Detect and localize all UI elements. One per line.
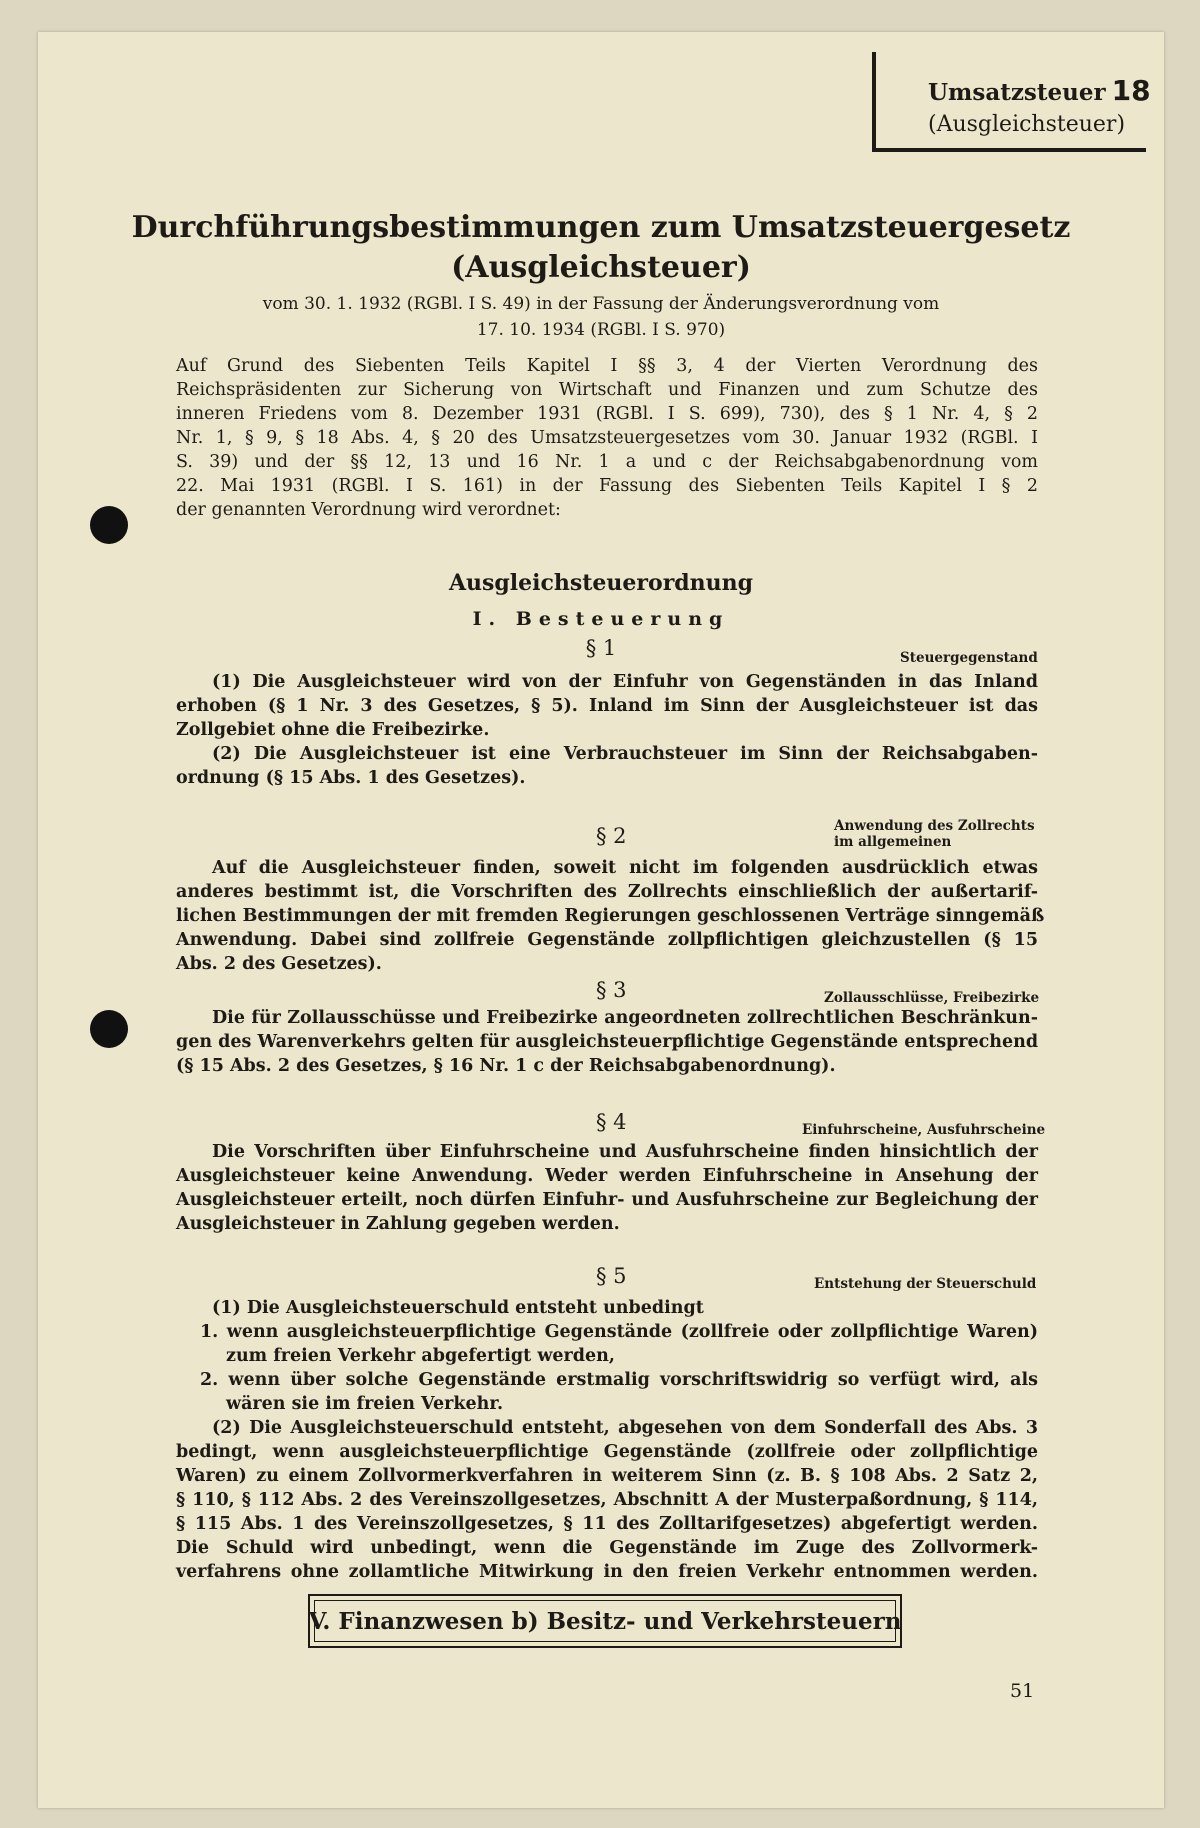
text-line: gen des Warenverkehrs gelten für ausgleichsteuerpflichtige Gegenstände entsprechend: [176, 1032, 1039, 1052]
paragraph-label: § 1: [585, 636, 617, 660]
text-line: (§ 15 Abs. 2 des Gesetzes, § 16 Nr. 1 c der Reichsabgabenordnung).: [176, 1056, 836, 1076]
text-line: Ausgleichsteuer in Zahlung gegeben werden.: [176, 1214, 620, 1234]
text-line: Ausgleichsteuer erteilt, noch dürfen Einfuhr- und Ausfuhrscheine zur Begleichung der: [176, 1190, 1038, 1210]
text-line: bedingt, wenn ausgleichsteuerpflichtige Gegenstände (zollfreie oder zollpflichtige: [176, 1442, 1038, 1462]
text-line: Auf die Ausgleichsteuer finden, soweit nicht im folgenden ausdrücklich etwas: [212, 858, 1038, 878]
text-line: wären sie im freien Verkehr.: [226, 1394, 504, 1414]
text-line: Waren) zu einem Zollvormerkverfahren in weiterem Sinn (z. B. § 108 Abs. 2 Satz 2,: [176, 1466, 1038, 1486]
margin-note: Steuergegenstand: [900, 650, 1038, 666]
text-line: § 110, § 112 Abs. 2 des Vereinszollgesetzes, Abschnitt A der Musterpaßordnung, § 114,: [176, 1490, 1038, 1510]
text-line: (2) Die Ausgleichsteuer ist eine Verbrauchsteuer im Sinn der Reichsabgaben-: [212, 744, 1038, 764]
text-line: erhoben (§ 1 Nr. 3 des Gesetzes, § 5). Inland im Sinn der Ausgleichsteuer ist das: [176, 696, 1038, 716]
text-line: verfahrens ohne zollamtliche Mitwirkung in den freien Verkehr entnommen werden.: [176, 1562, 1038, 1582]
text-line: (1) Die Ausgleichsteuer wird von der Einfuhr von Gegenständen in das Inland: [212, 672, 1038, 692]
footer-category-label: V. Finanzwesen b) Besitz- und Verkehrsteuern: [314, 1600, 896, 1642]
margin-note: im allgemeinen: [834, 834, 952, 850]
document-title-2: (Ausgleichsteuer): [451, 250, 751, 285]
preamble-line: Auf Grund des Siebenten Teils Kapitel I §§ 3, 4 der Vierten Verordnung des: [176, 356, 1038, 376]
document-page: [38, 32, 1164, 1808]
text-line: § 115 Abs. 1 des Vereinszollgesetzes, § 11 des Zolltarifgesetzes) abgefertigt werden.: [176, 1514, 1038, 1534]
text-line: lichen Bestimmungen der mit fremden Regierungen geschlossenen Verträge sinngemäß: [176, 906, 1045, 926]
text-line: 1. wenn ausgleichsteuerpflichtige Gegenstände (zollfreie oder zollpflichtige Waren): [200, 1322, 1038, 1342]
margin-note: Entstehung der Steuerschuld: [814, 1276, 1037, 1292]
preamble-line: inneren Friedens vom 8. Dezember 1931 (RGBl. I S. 699), 730), des § 1 Nr. 4, § 2: [176, 404, 1038, 424]
text-line: Anwendung. Dabei sind zollfreie Gegenstände zollpflichtigen gleichzustellen (§ 15: [176, 930, 1038, 950]
text-line: Die Schuld wird unbedingt, wenn die Gegenstände im Zuge des Zollvormerk-: [176, 1538, 1038, 1558]
text-line: Zollgebiet ohne die Freibezirke.: [176, 720, 490, 740]
section-heading: I. Besteuerung: [472, 608, 730, 630]
paragraph-label: § 4: [596, 1110, 627, 1134]
header-number: 18: [1111, 74, 1151, 107]
paragraph-label: § 2: [596, 824, 627, 848]
text-line: anderes bestimmt ist, die Vorschriften des Zollrechts einschließlich der außertarif-: [176, 882, 1038, 902]
text-line: Ausgleichsteuer keine Anwendung. Weder werden Einfuhrscheine in Ansehung der: [176, 1166, 1038, 1186]
preamble-line: S. 39) und der §§ 12, 13 und 16 Nr. 1 a und c der Reichsabgabenordnung vom: [176, 452, 1038, 472]
footer-category-box: [308, 1594, 902, 1648]
document-title: Durchführungsbestimmungen zum Umsatzsteuergesetz: [131, 210, 1071, 245]
text-line: (2) Die Ausgleichsteuerschuld entsteht, abgesehen von dem Sonderfall des Abs. 3: [212, 1418, 1038, 1438]
paragraph-label: § 5: [596, 1264, 627, 1288]
paragraph-label: § 3: [596, 978, 627, 1002]
text-line: ordnung (§ 15 Abs. 1 des Gesetzes).: [176, 768, 526, 788]
page-number: 51: [1010, 1680, 1035, 1702]
margin-note: Einfuhrscheine, Ausfuhrscheine: [802, 1122, 1046, 1138]
margin-note: Anwendung des Zollrechts: [834, 818, 1035, 834]
header-title-text: Umsatzsteuer: [928, 79, 1106, 106]
ordnung-heading: Ausgleichsteuerordnung: [448, 570, 754, 596]
header-tab: [872, 52, 1151, 152]
header-subtitle: (Ausgleichsteuer): [928, 112, 1126, 137]
text-line: 2. wenn über solche Gegenstände erstmalig vorschriftswidrig so verfügt wird, als: [200, 1370, 1038, 1390]
preamble-line: Reichspräsidenten zur Sicherung von Wirtschaft und Finanzen und zum Schutze des: [176, 380, 1038, 400]
document-subtitle-2: 17. 10. 1934 (RGBl. I S. 970): [476, 320, 726, 340]
document-subtitle: vom 30. 1. 1932 (RGBl. I S. 49) in der Fassung der Änderungsverordnung vom: [262, 294, 940, 314]
header-title: [928, 74, 1151, 107]
text-line: (1) Die Ausgleichsteuerschuld entsteht unbedingt: [212, 1298, 704, 1318]
punch-hole-bottom: [90, 1010, 128, 1048]
preamble-line: 22. Mai 1931 (RGBl. I S. 161) in der Fassung des Siebenten Teils Kapitel I § 2: [176, 476, 1038, 496]
text-line: Abs. 2 des Gesetzes).: [176, 954, 382, 974]
margin-note: Zollausschlüsse, Freibezirke: [824, 990, 1040, 1006]
text-line: Die für Zollausschüsse und Freibezirke angeordneten zollrechtlichen Beschränkun-: [212, 1008, 1038, 1028]
text-line: Die Vorschriften über Einfuhrscheine und Ausfuhrscheine finden hinsichtlich der: [212, 1142, 1038, 1162]
punch-hole-top: [90, 506, 128, 544]
preamble-line: Nr. 1, § 9, § 18 Abs. 4, § 20 des Umsatzsteuergesetzes vom 30. Januar 1932 (RGBl. I: [176, 428, 1038, 448]
preamble-line: der genannten Verordnung wird verordnet:: [176, 500, 561, 520]
text-line: zum freien Verkehr abgefertigt werden,: [226, 1346, 615, 1366]
